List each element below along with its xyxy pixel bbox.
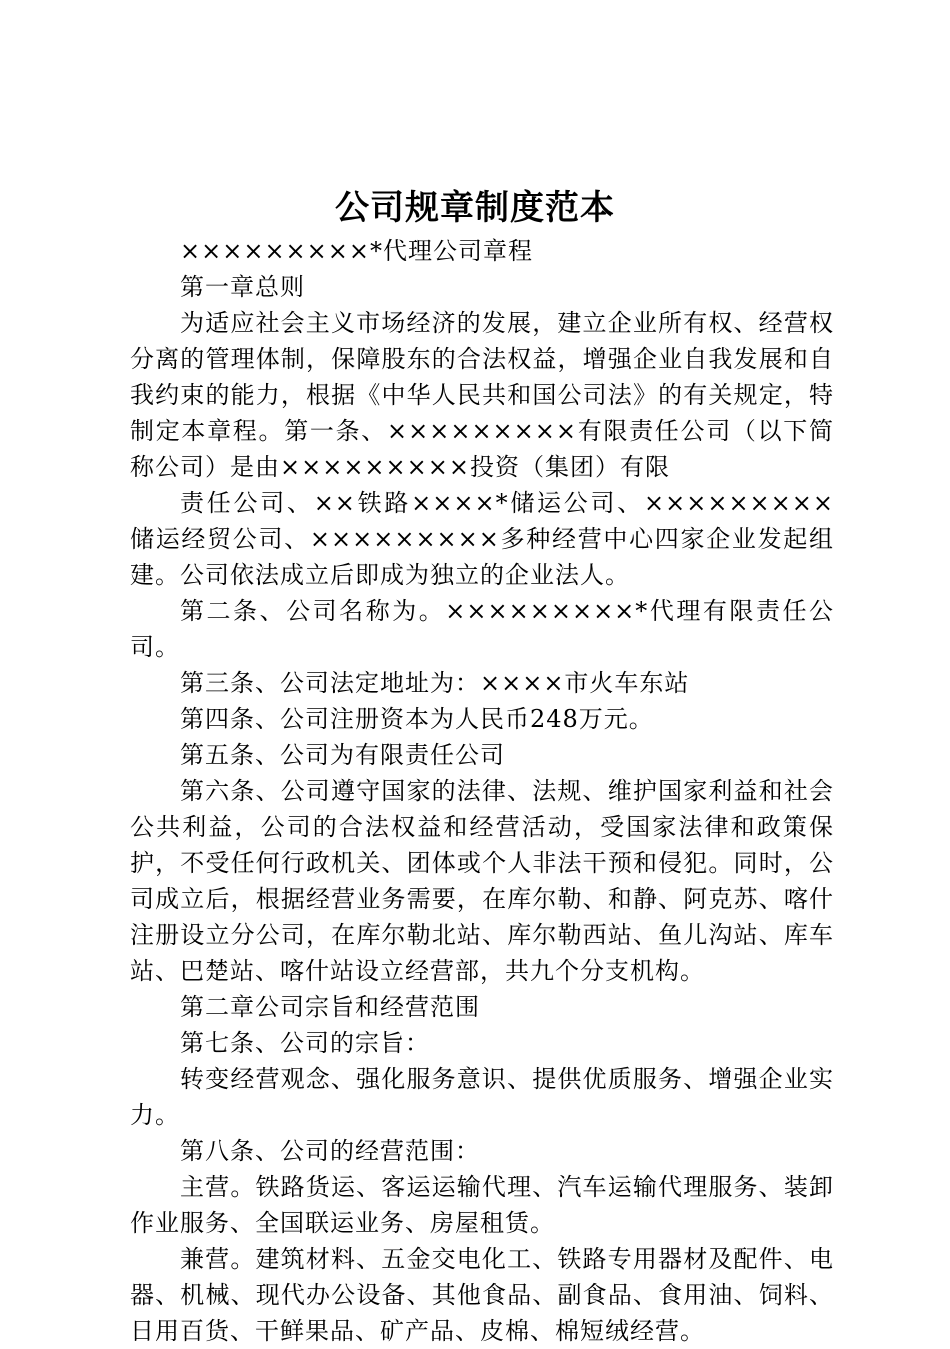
paragraph-article-4: 第四条、公司注册资本为人民币248万元。 [180, 705, 654, 733]
document-body [130, 233, 834, 1349]
document-title: 公司规章制度范本 [335, 188, 615, 228]
paragraph-article-5: 第五条、公司为有限责任公司 [180, 741, 505, 769]
paragraph-chapter-2-heading: 第二章公司宗旨和经营范围 [180, 993, 480, 1021]
paragraph-article-3: 第三条、公司法定地址为：××××市火车东站 [180, 669, 690, 697]
paragraph-article-2: 第二条、公司名称为。×××××××××*代理有限责任公司。 [130, 597, 834, 661]
paragraph-chapter-1-heading: 第一章总则 [180, 273, 305, 301]
paragraph-article-7: 第七条、公司的宗旨： [180, 1029, 430, 1057]
paragraph-preamble: 为适应社会主义市场经济的发展，建立企业所有权、经营权分离的管理体制，保障股东的合法权益，增强企业自我发展和自我约束的能力，根据《中华人民共和国公司法》的有关规定，特制定本章程。第一条、×××××××××有限责任公司（以下简称公司）是由×××××××××投资（集团）有限 [130, 309, 834, 481]
paragraph-purpose: 转变经营观念、强化服务意识、提供优质服务、增强企业实力。 [130, 1065, 834, 1129]
paragraph-founders: 责任公司、××铁路××××*储运公司、×××××××××储运经贸公司、×××××××××多种经营中心四家企业发起组建。公司依法成立后即成为独立的企业法人。 [130, 489, 834, 589]
paragraph-article-6: 第六条、公司遵守国家的法律、法规、维护国家利益和社会公共利益，公司的合法权益和经营活动，受国家法律和政策保护，不受任何行政机关、团体或个人非法干预和侵犯。同时，公司成立后，根据经营业务需要，在库尔勒、和静、阿克苏、喀什注册设立分公司，在库尔勒北站、库尔勒西站、鱼儿沟站、库车站、巴楚站、喀什站设立经营部，共九个分支机构。 [130, 777, 834, 985]
paragraph-article-8: 第八条、公司的经营范围： [180, 1137, 480, 1165]
paragraph-charter-name: ×××××××××*代理公司章程 [180, 237, 533, 265]
paragraph-side-business: 兼营。建筑材料、五金交电化工、铁路专用器材及配件、电器、机械、现代办公设备、其他食品、副食品、食用油、饲料、日用百货、干鲜果品、矿产品、皮棉、棉短绒经营。 [130, 1245, 834, 1345]
paragraph-main-business: 主营。铁路货运、客运运输代理、汽车运输代理服务、装卸作业服务、全国联运业务、房屋租赁。 [130, 1173, 834, 1237]
